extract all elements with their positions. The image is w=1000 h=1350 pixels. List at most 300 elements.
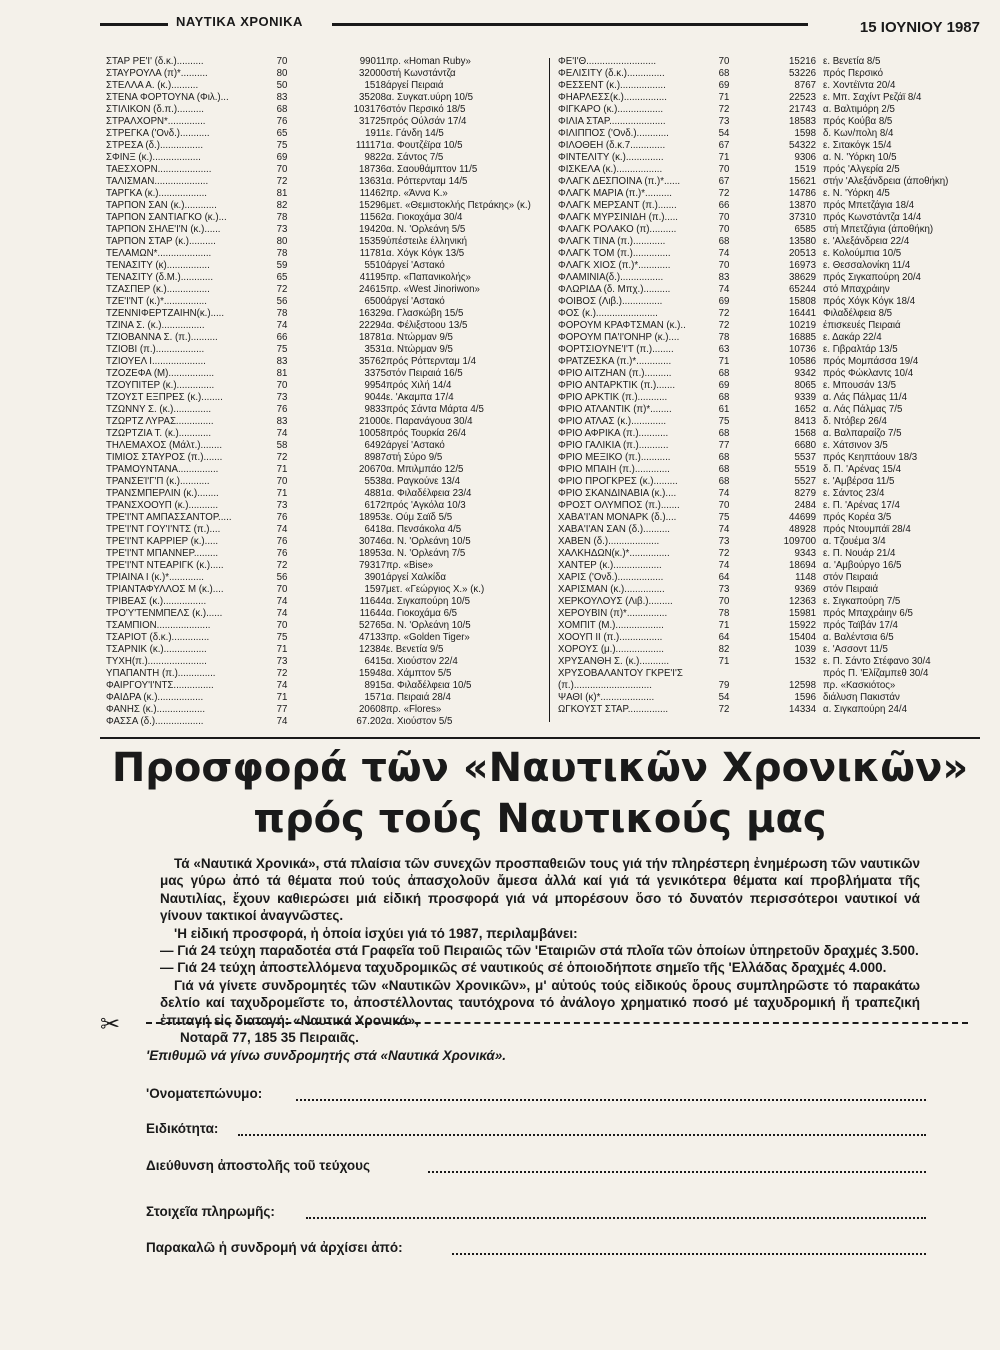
- ship-year: 69: [718, 380, 730, 391]
- ship-name: ΦΡΑΤΖΕΣΚΑ (π.)*.............: [558, 356, 672, 367]
- ship-name: ΦΛΑΓΚ ΡΟΛΑΚΟ (π)..........: [558, 224, 677, 235]
- ship-year: 74: [276, 428, 288, 439]
- ship-tonnage: 12598: [789, 680, 816, 691]
- offer-item-1: — Γιά 24 τεύχη παραδοτέα στά Γραφεῖα τοῦ Πειραιῶς τῶν 'Εταιριῶν στά πλοῖα τῶν ὁποίων ὑπηρετοῦν δραχμές 3.500.: [160, 943, 919, 959]
- ship-status: άργεί Πειραιά: [386, 80, 444, 91]
- ship-names-right: [558, 56, 708, 716]
- ship-name: ΦΟΙΒΟΣ (Λιβ.)...............: [558, 296, 663, 307]
- ship-year: 83: [276, 92, 288, 103]
- ship-tonnage: 11562: [359, 212, 386, 223]
- ship-name: ΦΙΣΚΕΛΑ (κ.).................: [558, 164, 663, 175]
- ship-name: ΧΡΥΣΟΒΑΛΑΝΤΟΥ ΓΚΡΕ'Ι'Σ: [558, 668, 683, 679]
- dashed-cut-rule: [146, 1022, 968, 1024]
- ship-status: ε. 'Ασσοντ 11/5: [823, 644, 888, 655]
- ship-tonnage: 35762: [359, 356, 386, 367]
- ship-status: ε. Π. 'Αρένας 17/4: [823, 500, 900, 511]
- ship-tonnage: 32000: [359, 68, 386, 79]
- ship-status: ε. Χάτσινον 3/5: [823, 440, 888, 451]
- ship-status: πρός Χιλή 14/4: [386, 380, 452, 391]
- ship-status: ε. 'Αλεξάνδρεια 22/4: [823, 236, 910, 247]
- ship-year: 71: [718, 620, 730, 631]
- ship-tonnage: 79317: [359, 560, 386, 571]
- ship-name: ΤΖΕ'Ι'ΝΤ (κ.)*................: [106, 296, 207, 307]
- ship-status: α. Φουτζέϊρα 10/5: [386, 140, 463, 151]
- start-row[interactable]: [146, 1240, 926, 1258]
- ship-tonnage: 15948: [359, 668, 386, 679]
- column-divider: [549, 58, 550, 722]
- ship-year: 81: [276, 188, 288, 199]
- ship-year: 66: [718, 200, 730, 211]
- ship-status: πρός Ούλσάν 17/4: [386, 116, 467, 127]
- ship-year: 70: [276, 164, 288, 175]
- ship-name: ΤΡΑΜΟΥΝΤΑΝΑ...............: [106, 464, 219, 475]
- ship-name: ΦΡΙΟ ΓΑΛΙΚΙΑ (π.)...........: [558, 440, 669, 451]
- ship-year: 74: [276, 320, 288, 331]
- specialty-field[interactable]: [238, 1134, 926, 1136]
- ship-status: πρός Σάντα Μάρτα 4/5: [386, 404, 484, 415]
- address-label: Διεύθυνση ἀποστολῆς τοῦ τεύχους: [146, 1158, 370, 1173]
- ship-status: α. Γλασκώβη 15/5: [386, 308, 464, 319]
- ship-year: 75: [718, 512, 730, 523]
- ship-name: ΤΖΩΡΤΖΙΑ Τ. (κ.)............: [106, 428, 212, 439]
- ship-year: 65: [276, 272, 288, 283]
- ship-year: 67: [718, 140, 730, 151]
- ship-status: α. Ν. 'Ορλεάνη 10/5: [386, 620, 471, 631]
- ship-name: ΦΙΛΟΘΕΗ (δ.κ.7.............: [558, 140, 666, 151]
- ship-tonnage: 14334: [789, 704, 816, 715]
- ship-status: ύπέστειλε έλληνική: [386, 236, 468, 247]
- ship-year: 70: [276, 584, 288, 595]
- ship-year: 67: [718, 176, 730, 187]
- ship-year: 70: [718, 56, 730, 67]
- ship-status: α. Τζουέμα 3/4: [823, 536, 886, 547]
- body-paragraph-3: Γιά νά γίνετε συνδρομητές τῶν «Ναυτικῶν Χρονικῶν», μ' αὐτούς τούς εἰδικούς ὅρους συμπληρῶστε τό παρακάτω δελτίο καί ταχυδρομεῖστε το, ἀποστέλλοντας ταυτόχρονα τό ἀνάλογο χρηματικό ποσό μέ ταχυδρομική ἤ τραπεζική ἐπιταγή εἰς διαταγή: «Ναυτικά Χρονικά»,: [160, 977, 920, 1028]
- ship-tonnage: 22294: [359, 320, 386, 331]
- ship-year: 68: [718, 68, 730, 79]
- ship-tonnage: 3531: [364, 344, 386, 355]
- ship-name: ΦΛΑΓΚ ΤΙΝΑ (π.)............: [558, 236, 666, 247]
- ship-year: 75: [276, 632, 288, 643]
- cut-line: [100, 1010, 980, 1036]
- ship-status: στόν Περσικό 18/5: [386, 104, 466, 115]
- ship-name: ΦΡΙΟ ΣΚΑΝΔΙΝΑΒΙΑ (κ.)....: [558, 488, 677, 499]
- address-field[interactable]: [428, 1171, 926, 1173]
- ship-name: ΦΛΑΓΚ ΧΙΟΣ (π.)*............: [558, 260, 671, 271]
- ship-list: [100, 56, 980, 727]
- ship-status: α. Πειραιά 28/4: [386, 692, 451, 703]
- ship-name: ΧΑΛΚΗΔΩΝ(κ.)*...............: [558, 548, 670, 559]
- ship-status: πρ. «Homan Ruby»: [386, 56, 471, 67]
- ship-year: 68: [718, 236, 730, 247]
- ship-year: 72: [718, 308, 730, 319]
- ship-name: ΤΕΛΑΜΩΝ*....................: [106, 248, 212, 259]
- ship-year: 71: [718, 356, 730, 367]
- ship-name: ΧΕΡΟΥΒΙΝ (π)*...............: [558, 608, 668, 619]
- ship-name: ΧΑΡΙΣΜΑΝ (κ.)...............: [558, 584, 665, 595]
- ship-name: (π.).............................: [558, 680, 652, 691]
- ship-tonnage: 6585: [794, 224, 816, 235]
- ship-name: ΤΡΕ'Ι'ΝΤ ΝΤΕΑΡΙΓΚ (κ.).....: [106, 560, 224, 571]
- ship-status: μετ. «Θεμιστοκλής Πετράκης» (κ.): [386, 200, 531, 211]
- ship-name: ΦΕΛΙΣΙΤΥ (δ.κ.)..............: [558, 68, 665, 79]
- ship-year: 74: [276, 596, 288, 607]
- ship-tonnage: 9339: [794, 392, 816, 403]
- payment-label: Στοιχεῖα πληρωμῆς:: [146, 1204, 275, 1219]
- ship-status: πρός Χόγκ Κόγκ 18/4: [823, 296, 916, 307]
- ship-year: 70: [276, 620, 288, 631]
- ship-tonnage: 9833: [364, 404, 386, 415]
- ship-status: άργεί 'Αστακό: [386, 260, 445, 271]
- ship-year: 71: [276, 488, 288, 499]
- ship-tonnage: 47133: [359, 632, 386, 643]
- headline-line-1: Προσφορά τῶν «Ναυτικῶν Χρονικῶν»: [111, 745, 969, 791]
- ship-year: 81: [276, 368, 288, 379]
- ship-tonnage: 15296: [359, 200, 386, 211]
- ship-year: 76: [276, 116, 288, 127]
- ship-name: ΦΛΩΡΙΔΑ (δ. Μπχ.)..........: [558, 284, 671, 295]
- ship-status: δ. Κων/πολη 8/4: [823, 128, 894, 139]
- ship-tonnage: 52765: [359, 620, 386, 631]
- ship-tonnage: 10586: [789, 356, 816, 367]
- ship-tonnage: 67.202: [356, 716, 386, 727]
- ship-status: στή Μπετζάγια (άποθήκη): [823, 224, 934, 235]
- payment-row[interactable]: [146, 1204, 926, 1222]
- ship-name: ΣΤΕΛΛΑ Α. (κ.)..........: [106, 80, 199, 91]
- ship-status: στή Σύρο 9/5: [386, 452, 443, 463]
- ship-status: πρός Ντουμπάϊ 28/4: [823, 524, 911, 535]
- ship-name: ΦΙΓΚΑΡΟ (κ.).................: [558, 104, 664, 115]
- ship-year: 77: [276, 704, 288, 715]
- ship-status: α. Χάμπτον 5/5: [386, 668, 452, 679]
- ship-year: 83: [276, 416, 288, 427]
- section-divider: [100, 737, 980, 739]
- ship-year: 76: [276, 512, 288, 523]
- ship-tonnage: 65244: [789, 284, 816, 295]
- ship-year: 74: [718, 284, 730, 295]
- ship-name: ΧΑΒΑ'Ι'ΑΝ ΜΟΝΑΡΚ (δ.)....: [558, 512, 677, 523]
- ship-name: ΤΡΑΝΣΧΟΟΥΠ (κ.)...........: [106, 500, 219, 511]
- ship-year: 68: [276, 104, 288, 115]
- ship-year: 70: [718, 164, 730, 175]
- ship-status: ε. Χοντέϊντα 20/4: [823, 80, 896, 91]
- ship-tonnage: 1532: [794, 656, 816, 667]
- ship-name: ΣΤΡΕΓΚΑ ('Ονδ.)...........: [106, 128, 210, 139]
- ship-status: ε. Κολούμπια 10/5: [823, 248, 902, 259]
- ship-year: 71: [718, 92, 730, 103]
- ship-name: ΨΑΘΙ (κ)*....................: [558, 692, 655, 703]
- ship-tonnage: 5538: [364, 476, 386, 487]
- ship-name: ΣΤΕΝΑ ΦΟΡΤΟΥΝΑ (Φιλ.)...: [106, 92, 229, 103]
- ship-tonnage: 11781: [359, 248, 386, 259]
- ship-tonnage: 2484: [794, 500, 816, 511]
- ship-name: ΤΖΙΟΒΙ (π.)..................: [106, 344, 205, 355]
- ship-name: ΦΡΙΟ ΜΕΞΙΚΟ (π.)...........: [558, 452, 671, 463]
- ship-tonnage: 21743: [789, 104, 816, 115]
- body-paragraph-1: Τά «Ναυτικά Χρονικά», στά πλαίσια τῶν συνεχῶν προσπαθειῶν τους γιά τήν πληρέστερη ἐνημέρωση τῶν ναυτικῶν μας γύρω ἀπό τά θέματα πού τούς ἀπασχολοῦν ἄμεσα ἀλλά καί γιά τά γενικότερα θέματα καί προβλήματα τῆς Ναυτιλίας, ἔχουν καθιερώσει μιά εἰδική προσφορά γιά νά μπορέσουν ὅσο τό δυνατόν περισσότεροι ναυτικοί νά γίνουν τακτικοί ἀναγνῶστες.: [160, 856, 920, 924]
- ship-year: 61: [718, 404, 730, 415]
- ship-name: ΤΡΑΝΣΕΊ'Γ'Π (κ.)...........: [106, 476, 210, 487]
- ship-name: ΣΤΡΕΣΑ (δ.)................: [106, 140, 204, 151]
- ship-name: ΤΗΛΕΜΑΧΟΣ (Μάλτ.)........: [106, 440, 223, 451]
- ship-year: 72: [718, 320, 730, 331]
- ship-tonnage: 1596: [794, 692, 816, 703]
- ship-status: α. Σιγκαπούρη 10/5: [386, 596, 470, 607]
- ship-year: 72: [718, 104, 730, 115]
- ship-name: ΣΤΡΑΛΧΟΡΝ*..............: [106, 116, 206, 127]
- ship-tonnage: 6492: [364, 440, 386, 451]
- ship-year: 70: [276, 380, 288, 391]
- ship-status: δ. Ντόβερ 26/4: [823, 416, 887, 427]
- ship-year: 69: [718, 80, 730, 91]
- ship-status: α. 'Αμβούργο 16/5: [823, 560, 902, 571]
- ship-tonnage: 53226: [789, 68, 816, 79]
- body-paragraph-2: 'Η εἰδική προσφορά, ἡ ὁποία ἰσχύει γιά τό 1987, περιλαμβάνει:: [174, 925, 578, 941]
- ship-name: ΤΡΟ'Υ'ΤΕΝΜΠΕΛΣ (κ.)......: [106, 608, 223, 619]
- ship-year: 74: [718, 524, 730, 535]
- name-field[interactable]: [296, 1099, 926, 1101]
- ship-tonnage: 1597: [364, 584, 386, 595]
- ship-name: ΦΙΛΙΑ ΣΤΑΡ.....................: [558, 116, 666, 127]
- ship-status: α. Χόγκ Κόγκ 13/5: [386, 248, 465, 259]
- ship-tonnage: 13870: [789, 200, 816, 211]
- ship-status: α. Λάς Πάλμας 7/5: [823, 404, 903, 415]
- ship-tonnage: 44699: [789, 512, 816, 523]
- ship-status: ε. Σιτακόγκ 15/4: [823, 140, 892, 151]
- ship-name: ΦΑΙΡΓΟΥ'Ι'ΝΤΣ...............: [106, 680, 214, 691]
- ship-name: ΦΙΝΤΕΛΙΤΥ (κ.)..............: [558, 152, 664, 163]
- ship-name: ΤΑΛΙΣΜΑΝ....................: [106, 176, 209, 187]
- ship-tonnage: 35208: [359, 92, 386, 103]
- ship-name: ΧΕΡΚΟΥΛΟΥΣ (Λιβ.).........: [558, 596, 673, 607]
- ship-name: ΧΟΟΥΠ ΙΙ (π.)................: [558, 632, 663, 643]
- ship-tonnage: 18781: [359, 332, 386, 343]
- ship-year: 79: [718, 680, 730, 691]
- ship-status: ε. Ούμ Σαϊδ 5/5: [386, 512, 453, 523]
- ship-tonnage: 16885: [789, 332, 816, 343]
- ship-year: 74: [276, 680, 288, 691]
- ship-year: 56: [276, 572, 288, 583]
- ship-status: α. Ν. 'Υόρκη 10/5: [823, 152, 897, 163]
- ship-name: ΤΖΟΖΕΦΑ (Μ).................: [106, 368, 215, 379]
- ship-status: α. Χιούστον 5/5: [386, 716, 453, 727]
- ship-name: ΤΡΕ'Ι'ΝΤ ΓΟΥ'Ι'ΝΤΣ (π.)....: [106, 524, 221, 535]
- ship-year: 59: [276, 260, 288, 271]
- ship-status: πρ. «Άννα Κ.»: [386, 188, 448, 199]
- ship-tonnage: 9822: [364, 152, 386, 163]
- ship-name: ΤΡΕ'Ι'ΝΤ ΑΜΠΑΣΣΑΝΤΟΡ.....: [106, 512, 232, 523]
- ship-year: 71: [718, 152, 730, 163]
- ship-status: πρός 'Αλγερία 2/5: [823, 164, 900, 175]
- ship-name: ΦΟΡΟΥΜ ΚΡΑΦΤΣΜΑΝ (κ.)..: [558, 320, 686, 331]
- ship-name: ΦΟΡΟΥΜ ΠΑ'Ι'ΟΝΗΡ (κ.)....: [558, 332, 680, 343]
- ship-tonnage: 1571: [364, 692, 386, 703]
- ship-tonnage: 9044: [364, 392, 386, 403]
- ship-year: 80: [276, 236, 288, 247]
- ship-year: 82: [276, 200, 288, 211]
- ship-year: 78: [718, 608, 730, 619]
- page-header: [100, 14, 980, 36]
- ship-tonnage: 9343: [794, 548, 816, 559]
- payment-field[interactable]: [306, 1217, 926, 1219]
- ship-name: ΧΑΒΕΝ (δ.)...................: [558, 536, 660, 547]
- ship-tonnage: 20608: [359, 704, 386, 715]
- ship-name: ΤΣΑΡΝΙΚ (κ.)................: [106, 644, 207, 655]
- ship-tonnage: 99011: [359, 56, 386, 67]
- ship-name: ΤΖΙΟΥΕΛ Ι....................: [106, 356, 206, 367]
- ship-status: α. Βαλπαραίζο 7/5: [823, 428, 902, 439]
- ship-name: ΤΡΙΑΙΝΑ Ι (κ.)*.............: [106, 572, 204, 583]
- ship-year: 64: [718, 632, 730, 643]
- ship-tonnage: 1598: [794, 128, 816, 139]
- ship-year: 68: [718, 368, 730, 379]
- ship-tonnage: 11462: [359, 188, 386, 199]
- ship-tonnage: 22523: [789, 92, 816, 103]
- ship-year: 72: [718, 704, 730, 715]
- ship-status: α. Χιούστον 22/4: [386, 656, 458, 667]
- ship-name: ΦΑΙΔΡΑ (κ.).................: [106, 692, 204, 703]
- start-field[interactable]: [452, 1253, 926, 1255]
- ship-status: ε. Δακάρ 22/4: [823, 332, 882, 343]
- ship-year: 78: [276, 248, 288, 259]
- ship-tonnage: 15359: [359, 236, 386, 247]
- ship-tonnage: 109700: [783, 536, 816, 547]
- ship-name: ΧΑΝΤΕΡ (κ.)..................: [558, 560, 662, 571]
- ship-status: α. Γιοκοχάμα 30/4: [386, 212, 463, 223]
- ship-year: 76: [276, 548, 288, 559]
- header-rule-left: [100, 23, 168, 26]
- ship-tonnage: 6418: [364, 524, 386, 535]
- form-lead: 'Επιθυμῶ νά γίνω συνδρομητής στά «Ναυτικά Χρονικά».: [146, 1048, 507, 1063]
- ship-status: ε. Π. Νουάρ 21/4: [823, 548, 896, 559]
- ship-year: 74: [276, 716, 288, 727]
- ship-tonnage: 5537: [794, 452, 816, 463]
- ship-name: ΦΛΑΓΚ ΜΥΡΣΙΝΙΔΗ (π.).....: [558, 212, 678, 223]
- ship-tonnage: 1148: [795, 572, 816, 583]
- ship-year: 73: [718, 584, 730, 595]
- ship-tonnage: 48928: [789, 524, 816, 535]
- ship-status: α. Λάς Πάλμας 11/4: [823, 392, 907, 403]
- ship-year: 58: [276, 440, 288, 451]
- ship-tonnage: 13580: [789, 236, 816, 247]
- ship-name: ΦΙΛΙΠΠΟΣ ('Ονδ.)............: [558, 128, 669, 139]
- ship-tonnage: 1652: [794, 404, 816, 415]
- ship-name: ΦΛΑΓΚ ΜΑΡΙΑ (π.)*..........: [558, 188, 672, 199]
- ship-status: α. Ν. 'Ορλεάνη 5/5: [386, 224, 466, 235]
- ship-tonnage: 5519: [794, 464, 816, 475]
- ship-year: 56: [276, 296, 288, 307]
- ship-name: ΦΗΑΡΛΕΣΣ(κ.)................: [558, 92, 667, 103]
- ship-status: στό Μπαχράιην: [823, 284, 890, 295]
- ship-name: ΦΕ'Ι'Θ..........................: [558, 56, 657, 67]
- ship-tonnage: 20670: [359, 464, 386, 475]
- issue-date: 15 ΙΟΥΝΙΟΥ 1987: [859, 19, 980, 36]
- ship-year: 78: [276, 212, 288, 223]
- ship-status: πρ. «Παπανικολής»: [386, 272, 471, 283]
- ship-tonnage: 10058: [359, 428, 386, 439]
- ship-year: 68: [718, 428, 730, 439]
- ship-status: διάλυση Πακιστάν: [823, 692, 900, 703]
- ship-status: α. Σιγκαπούρη 24/4: [823, 704, 907, 715]
- ship-tonnage: 24615: [359, 284, 386, 295]
- ship-tonnage: 11644: [359, 608, 386, 619]
- ship-status: πρός Σιγκαπούρη 20/4: [823, 272, 921, 283]
- ship-status: πρός Ρόττερνταμ 1/4: [386, 356, 477, 367]
- ship-status: ε. Βενετία 9/5: [386, 644, 444, 655]
- ship-tonnage: 41195: [359, 272, 386, 283]
- ship-year: 78: [718, 332, 730, 343]
- specialty-label: Ειδικότητα:: [146, 1121, 219, 1136]
- name-row[interactable]: [146, 1086, 926, 1104]
- ship-status: α. Βαλέντσια 6/5: [823, 632, 894, 643]
- specialty-row[interactable]: [146, 1121, 926, 1139]
- ship-year: 70: [718, 500, 730, 511]
- ship-year: 74: [276, 524, 288, 535]
- ship-name: ΦΡΙΟ ΑΝΤΑΡΚΤΙΚ (π.).......: [558, 380, 676, 391]
- ship-status: πρός Τουρκία 26/4: [386, 428, 466, 439]
- ship-status: πρός Μπετζάγια 18/4: [823, 200, 915, 211]
- ship-name: ΤΣΑΜΠΙΟΝ....................: [106, 620, 211, 631]
- ship-status: α. Ντώρμαν 9/5: [386, 332, 453, 343]
- ship-year: 63: [718, 344, 730, 355]
- ship-name: ΦΟΡΤΣΙΟΥΝΕ'Ι'Τ (π.)........: [558, 344, 674, 355]
- ship-status: πρ. «Κασκιότος»: [823, 680, 896, 691]
- ship-year: 68: [718, 464, 730, 475]
- address-row[interactable]: [146, 1158, 926, 1176]
- ship-tonnage: 18583: [789, 116, 816, 127]
- ship-name: ΦΡΟΣΤ ΟΛΥΜΠΟΣ (π.).......: [558, 500, 680, 511]
- ship-name: ΤΑΡΓΚΑ (κ.)..................: [106, 188, 207, 199]
- ship-status: α. Ρόττερνταμ 14/5: [386, 176, 468, 187]
- offer-item-2: — Γιά 24 τεύχη ἀποστελλόμενα ταχυδρομικῶς σέ ναυτικούς σέ ὁποιοδήποτε σημεῖο τῆς 'Ελλάδας δραχμές 4.000.: [160, 960, 887, 976]
- ship-tonnage: 15981: [789, 608, 816, 619]
- ship-year: 54: [718, 692, 730, 703]
- ship-year: 73: [276, 392, 288, 403]
- ship-year: 72: [276, 284, 288, 295]
- ship-name: ΤΖΙΝΑ Σ. (κ.)................: [106, 320, 205, 331]
- ship-year: 70: [718, 260, 730, 271]
- ship-name: ΦΡΙΟ ΑΙΤΖΗΑΝ (π.)..........: [558, 368, 672, 379]
- ship-status-right: [823, 56, 983, 716]
- ship-status: πρός Ταϊβάν 17/4: [823, 620, 898, 631]
- ship-tonnage-left: [304, 56, 386, 728]
- headline-line-2: πρός τούς Ναυτικούς μας: [253, 796, 827, 842]
- ship-tonnage: 38629: [789, 272, 816, 283]
- ship-name: ΤΖΑΣΠΕΡ (κ.)................: [106, 284, 210, 295]
- name-label: 'Ονοματεπώνυμο:: [146, 1086, 263, 1101]
- ship-status: ε. Θεσσαλονίκη 11/4: [823, 260, 911, 271]
- ship-status: πρός Π. 'Ελίζαμπεθ 30/4: [823, 668, 929, 679]
- ship-year: 73: [718, 536, 730, 547]
- ship-name: ΦΑΝΗΣ (κ.)..................: [106, 704, 206, 715]
- ship-status: πρός Φώκλαντς 10/4: [823, 368, 914, 379]
- ship-status: α. Μπιλμπάο 12/5: [386, 464, 464, 475]
- ship-name: ΣΤΑΥΡΟΥΛΑ (π)*..........: [106, 68, 208, 79]
- ship-name: ΦΡΙΟ ΜΠΑΙΗ (π.).............: [558, 464, 670, 475]
- ship-tonnage: 9954: [364, 380, 386, 391]
- ship-name: ΤΡΕ'Ι'ΝΤ ΜΠΑΝΝΕΡ.........: [106, 548, 219, 559]
- ship-tonnage: 15404: [789, 632, 816, 643]
- ship-name: ΦΑΣΣΑ (δ.)..................: [106, 716, 204, 727]
- ship-name: ΤΑΡΠΟΝ ΣΗΛΕ'Ι'Ν (κ.)......: [106, 224, 221, 235]
- ship-name: ΦΛΑΓΚ ΔΕΣΠΟΙΝΑ (π.)*......: [558, 176, 681, 187]
- ship-status: στόν Πειραιά 16/5: [386, 368, 463, 379]
- ship-name: ΤΑΡΠΟΝ ΣΑΝΤΙΑΓΚΟ (κ.)...: [106, 212, 227, 223]
- ship-name: ΤΕΝΑΣΙΤΥ (δ.Μ.)............: [106, 272, 214, 283]
- ship-tonnage: 10219: [789, 320, 816, 331]
- ship-year: 75: [276, 344, 288, 355]
- mailing-address: Νοταρᾶ 77, 185 35 Πειραιᾶς.: [180, 1030, 359, 1046]
- ship-status: στόν Πειραιά: [823, 572, 879, 583]
